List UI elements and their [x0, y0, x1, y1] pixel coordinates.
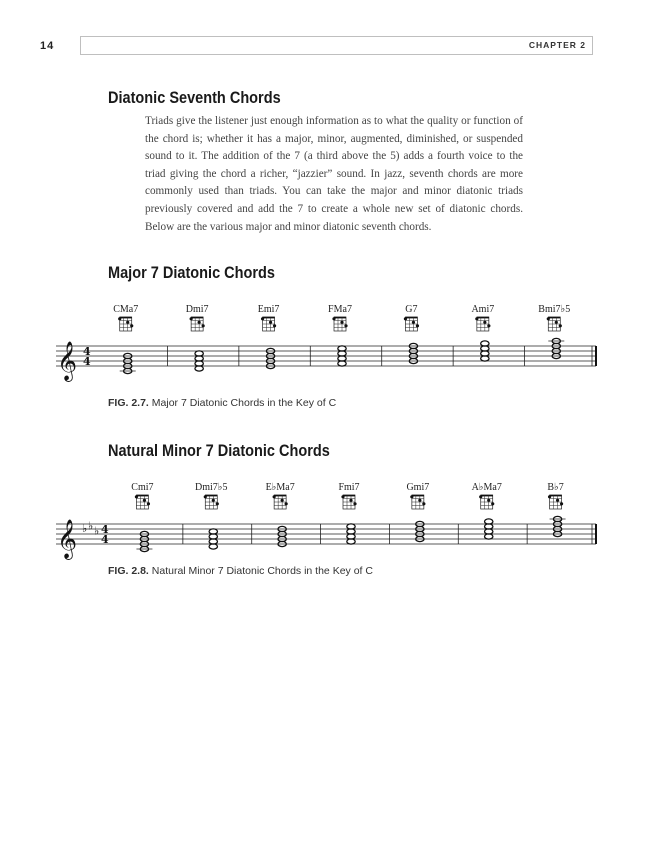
diagram-dot [487, 324, 490, 327]
page-header [0, 0, 648, 60]
diagram-dot [285, 502, 288, 505]
diagram-dot [341, 495, 344, 498]
chord-symbol: Dmi7 [185, 304, 209, 315]
diagram-dot [410, 495, 413, 498]
chord-symbol: FMa7 [328, 304, 352, 315]
diagram-dot [273, 324, 276, 327]
chord-symbol: A♭Ma7 [471, 482, 502, 493]
header-bar [80, 36, 593, 55]
diagram-dot [198, 321, 201, 324]
minor-figure-caption [108, 565, 373, 577]
treble-clef: 𝄞 [57, 341, 78, 381]
diagram-dot [404, 317, 407, 320]
diagram-dot [273, 495, 276, 498]
key-flat: ♭ [88, 519, 94, 533]
diagram-dot [479, 495, 482, 498]
diagram-dot [332, 317, 335, 320]
diagram-dot [216, 502, 219, 505]
key-flat: ♭ [82, 522, 88, 535]
diagram-dot [475, 317, 478, 320]
chord-symbol: CMa7 [113, 304, 139, 315]
intro-paragraph: Triads give the listener just enough information as to what the quality or function of the chord is; whether it has a major, minor, augmented, diminished, or suspended sound to it. The addition of the 7 (a third above the 5) adds a fourth voice to the triad giving the chord a richer, “jazzier” sound. In jazz, seventh chords are more commonly used than triads. You can take the major and minor diatonic triads previously covered and add the 7 to create a whole new set of diatonic chords. Below are the various major and minor diatonic seventh chords. [145, 115, 523, 233]
page-number: 14 [40, 40, 55, 52]
chord-symbol: Cmi7 [131, 482, 154, 493]
diagram-dot [559, 324, 562, 327]
diagram-dot [281, 499, 284, 502]
time-sig-top: 4 [101, 523, 109, 536]
key-flat: ♭ [94, 524, 100, 538]
section-title: Diatonic Seventh Chords [108, 89, 281, 107]
treble-clef: 𝄞 [57, 519, 78, 559]
diagram-dot [422, 502, 425, 505]
diagram-dot [126, 321, 129, 324]
diagram-dot [190, 317, 193, 320]
diagram-dot [349, 499, 352, 502]
diagram-dot [560, 502, 563, 505]
time-sig-top: 4 [83, 345, 91, 358]
diagram-dot [130, 324, 133, 327]
chord-symbol: Gmi7 [406, 482, 430, 493]
diagram-dot [483, 321, 486, 324]
diagram-dot [548, 495, 551, 498]
diagram-dot [147, 502, 150, 505]
diagram-dot [212, 499, 215, 502]
minor-section-title: Natural Minor 7 Diatonic Chords [108, 442, 330, 460]
chapter-label: CHAPTER 2 [528, 40, 586, 50]
major-figure-caption [108, 397, 336, 409]
diagram-dot [418, 499, 421, 502]
minor-caption-text: Natural Minor 7 Diatonic Chords in the Key of C [148, 565, 373, 577]
major-section-title: Major 7 Diatonic Chords [108, 264, 276, 282]
diagram-dot [416, 324, 419, 327]
diagram-dot [547, 317, 550, 320]
minor-chords-notation [0, 478, 648, 568]
diagram-dot [118, 317, 121, 320]
diagram-dot [269, 321, 272, 324]
diagram-dot [556, 499, 559, 502]
diagram-dot [487, 499, 490, 502]
diagram-dot [491, 502, 494, 505]
diagram-dot [143, 499, 146, 502]
diagram-dot [353, 502, 356, 505]
major-caption-label: FIG. 2.7. [108, 397, 149, 409]
chord-symbol: B♭7 [547, 482, 564, 493]
chord-symbol: Bmi7♭5 [538, 304, 571, 315]
diagram-dot [555, 321, 558, 324]
chord-symbol: Ami7 [471, 304, 495, 315]
chord-symbol: E♭Ma7 [265, 482, 295, 493]
chord-symbol: Fmi7 [338, 482, 360, 493]
time-sig-bottom: 4 [101, 533, 109, 546]
chord-symbol: Emi7 [257, 304, 280, 315]
diagram-dot [412, 321, 415, 324]
major-caption-text: Major 7 Diatonic Chords in the Key of C [148, 397, 337, 409]
minor-caption-label: FIG. 2.8. [108, 565, 149, 577]
time-sig-bottom: 4 [83, 355, 91, 368]
chord-symbol: Dmi7♭5 [195, 482, 228, 493]
diagram-dot [261, 317, 264, 320]
diagram-dot [135, 495, 138, 498]
diagram-dot [202, 324, 205, 327]
major-chords-notation [0, 300, 648, 390]
diagram-dot [204, 495, 207, 498]
diagram-dot [340, 321, 343, 324]
chord-symbol: G7 [405, 304, 418, 315]
diagram-dot [344, 324, 347, 327]
